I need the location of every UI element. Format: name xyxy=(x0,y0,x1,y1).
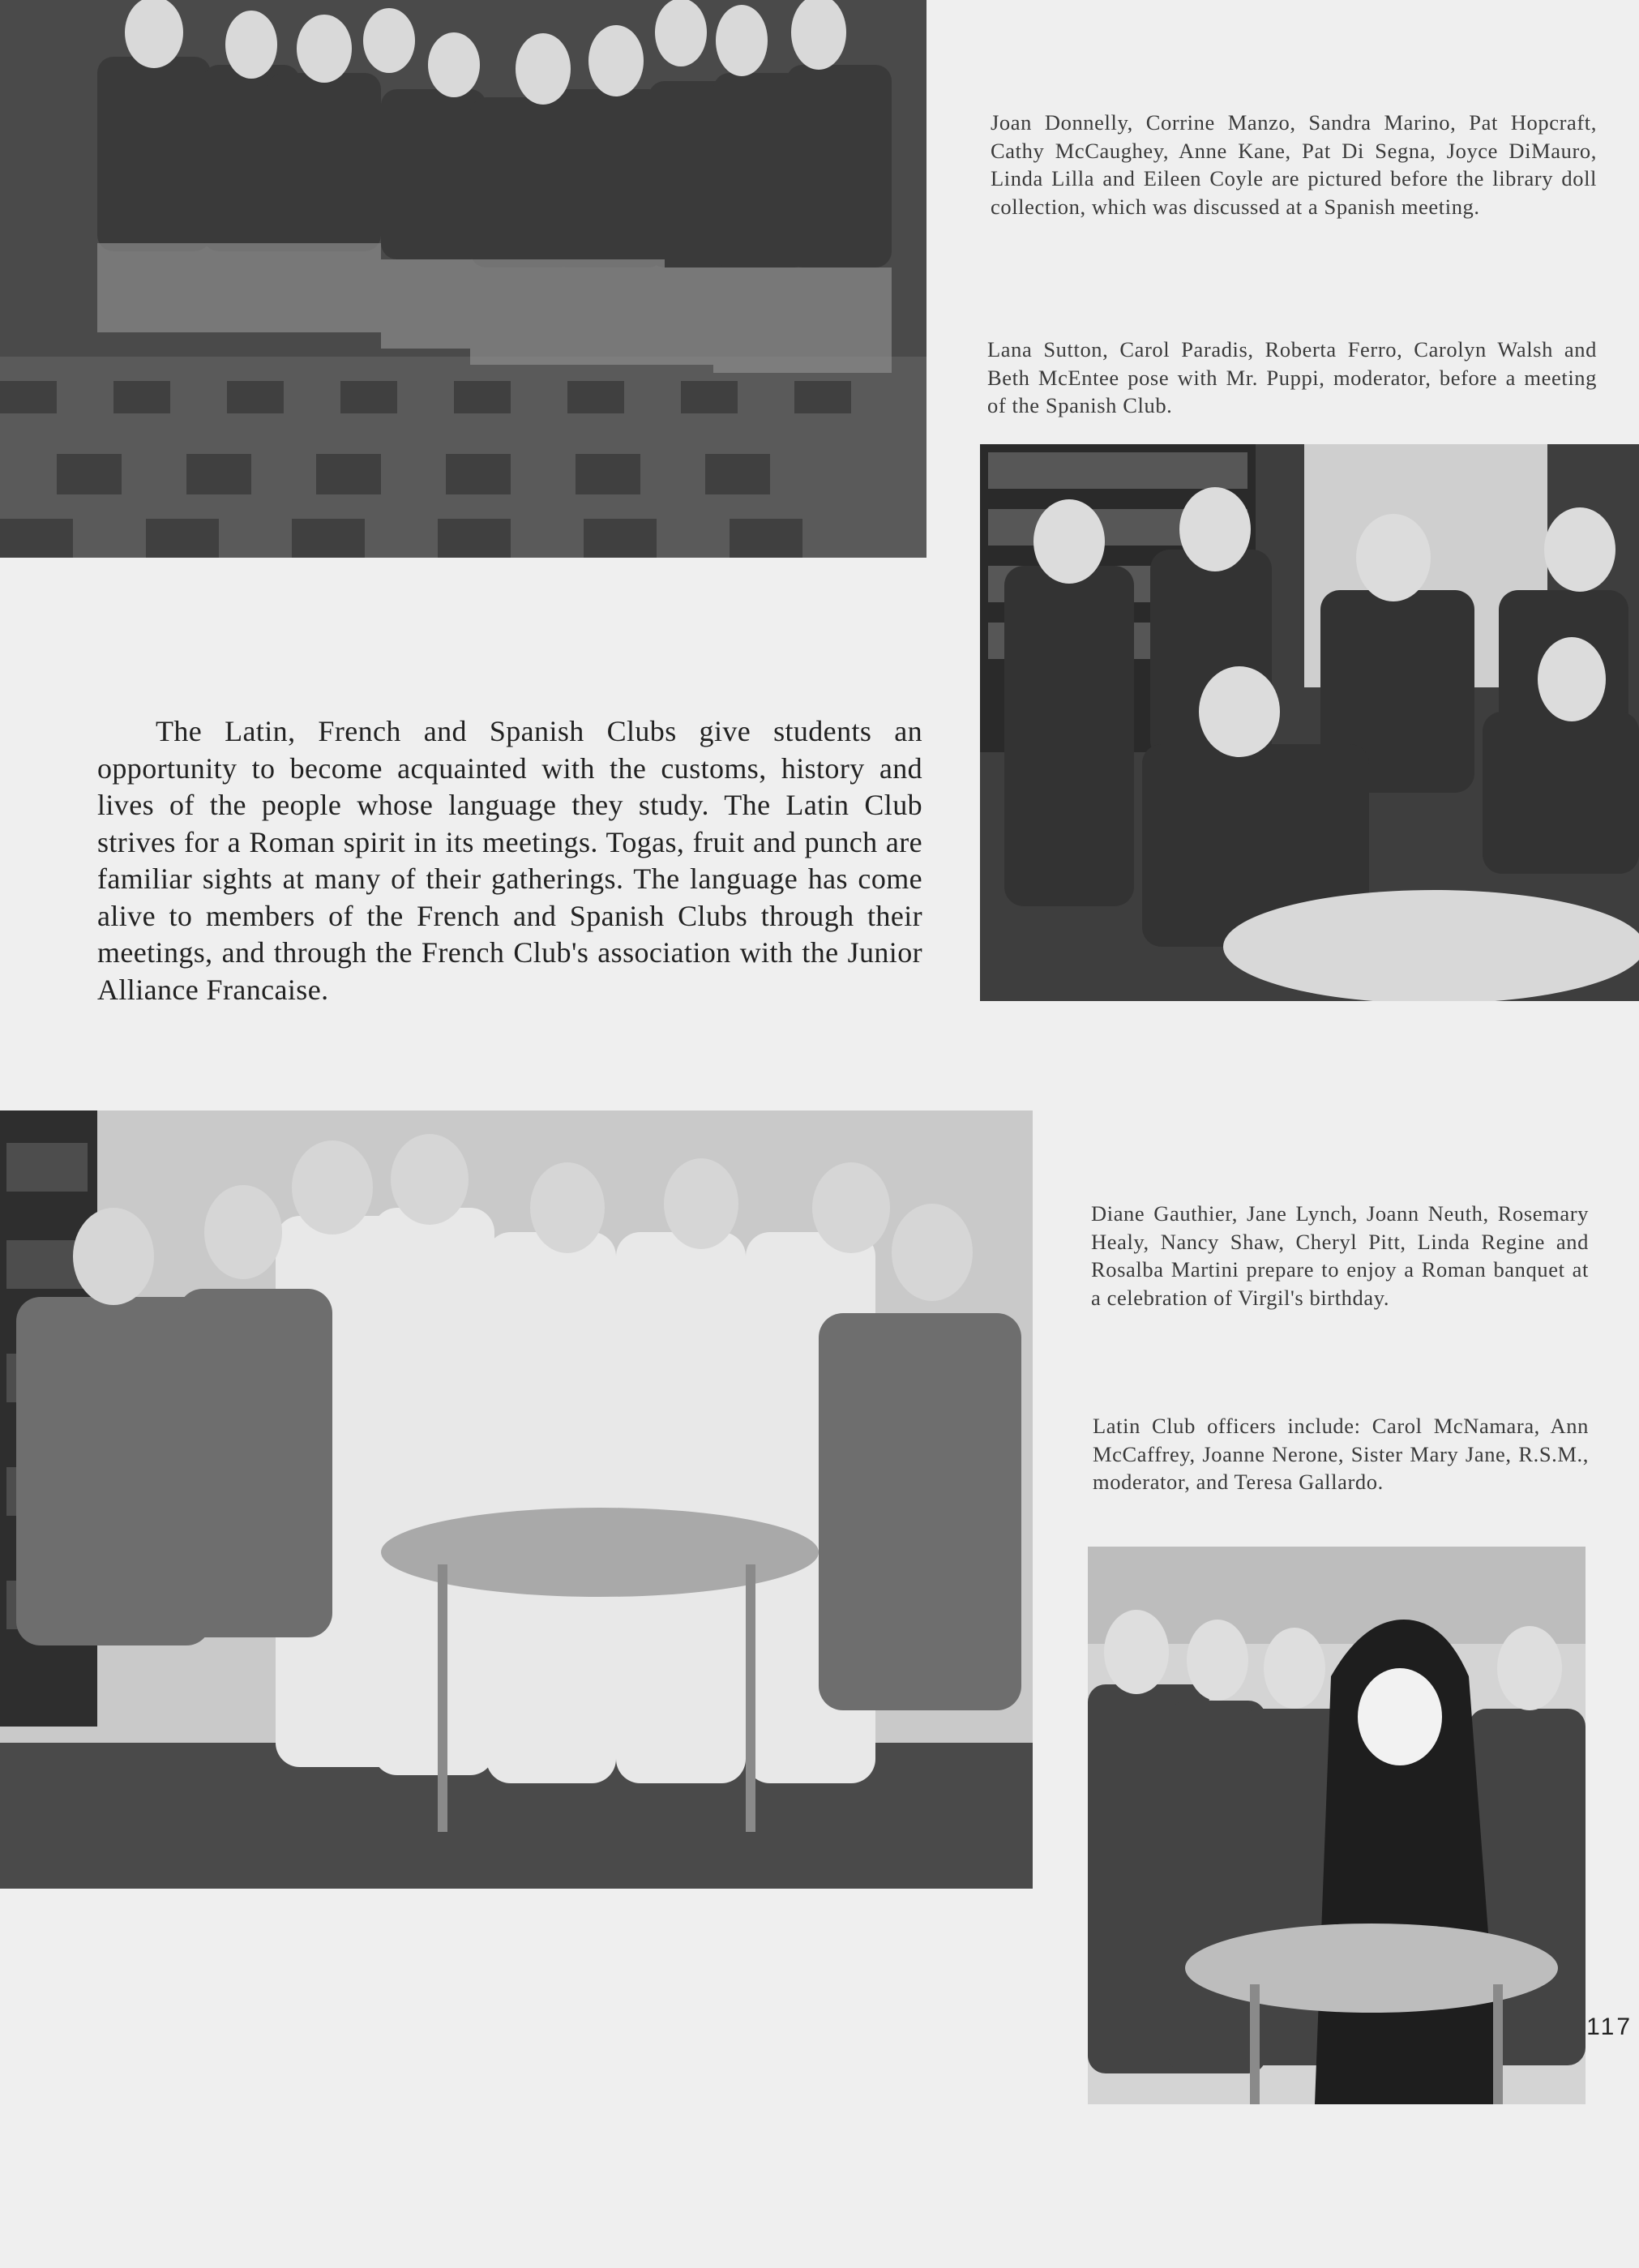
photo-roman-banquet xyxy=(0,1110,1033,1889)
body-paragraph: The Latin, French and Spanish Clubs give students an opportunity to become acquainted with the customs, history and lives of the people whose language they study. The Latin Club strives for a Roman spirit in its meetings. Togas, fruit and punch are familiar sights at many of their gatherings. The language has come alive to members of the French and Spanish Clubs through their meetings, and through the French Club's association with the Junior Alliance Francaise. xyxy=(97,715,922,1006)
photo-latin-club-officers xyxy=(1088,1547,1586,2104)
caption-latin-club-officers: Latin Club officers include: Carol McNamara, Ann McCaffrey, Joanne Nerone, Sister Mary Jane, R.S.M., moderator, and Teresa Gallardo. xyxy=(1093,1414,1589,1494)
photo-spanish-doll-collection xyxy=(0,0,926,558)
page-number: 117 xyxy=(1586,2013,1633,2040)
caption-spanish-club-meeting: Lana Sutton, Carol Paradis, Roberta Ferro, Carolyn Walsh and Beth McEntee pose with Mr. Puppi, moderator, before a meeting of the Spanish Club. xyxy=(987,337,1597,417)
caption-spanish-doll-collection: Joan Donnelly, Corrine Manzo, Sandra Marino, Pat Hopcraft, Cathy McCaughey, Anne Kane, Pat Di Segna, Joyce DiMauro, Linda Lilla and Eileen Coyle are pictured before the library doll collection, which was discussed at a Spanish meeting. xyxy=(991,110,1597,219)
caption-roman-banquet: Diane Gauthier, Jane Lynch, Joann Neuth, Rosemary Healy, Nancy Shaw, Cheryl Pitt, Linda Regine and Rosalba Martini prepare to enjoy a Roman banquet at a celebration of Virgil's birthday. xyxy=(1091,1201,1589,1310)
photo-spanish-club-meeting xyxy=(980,444,1639,1001)
